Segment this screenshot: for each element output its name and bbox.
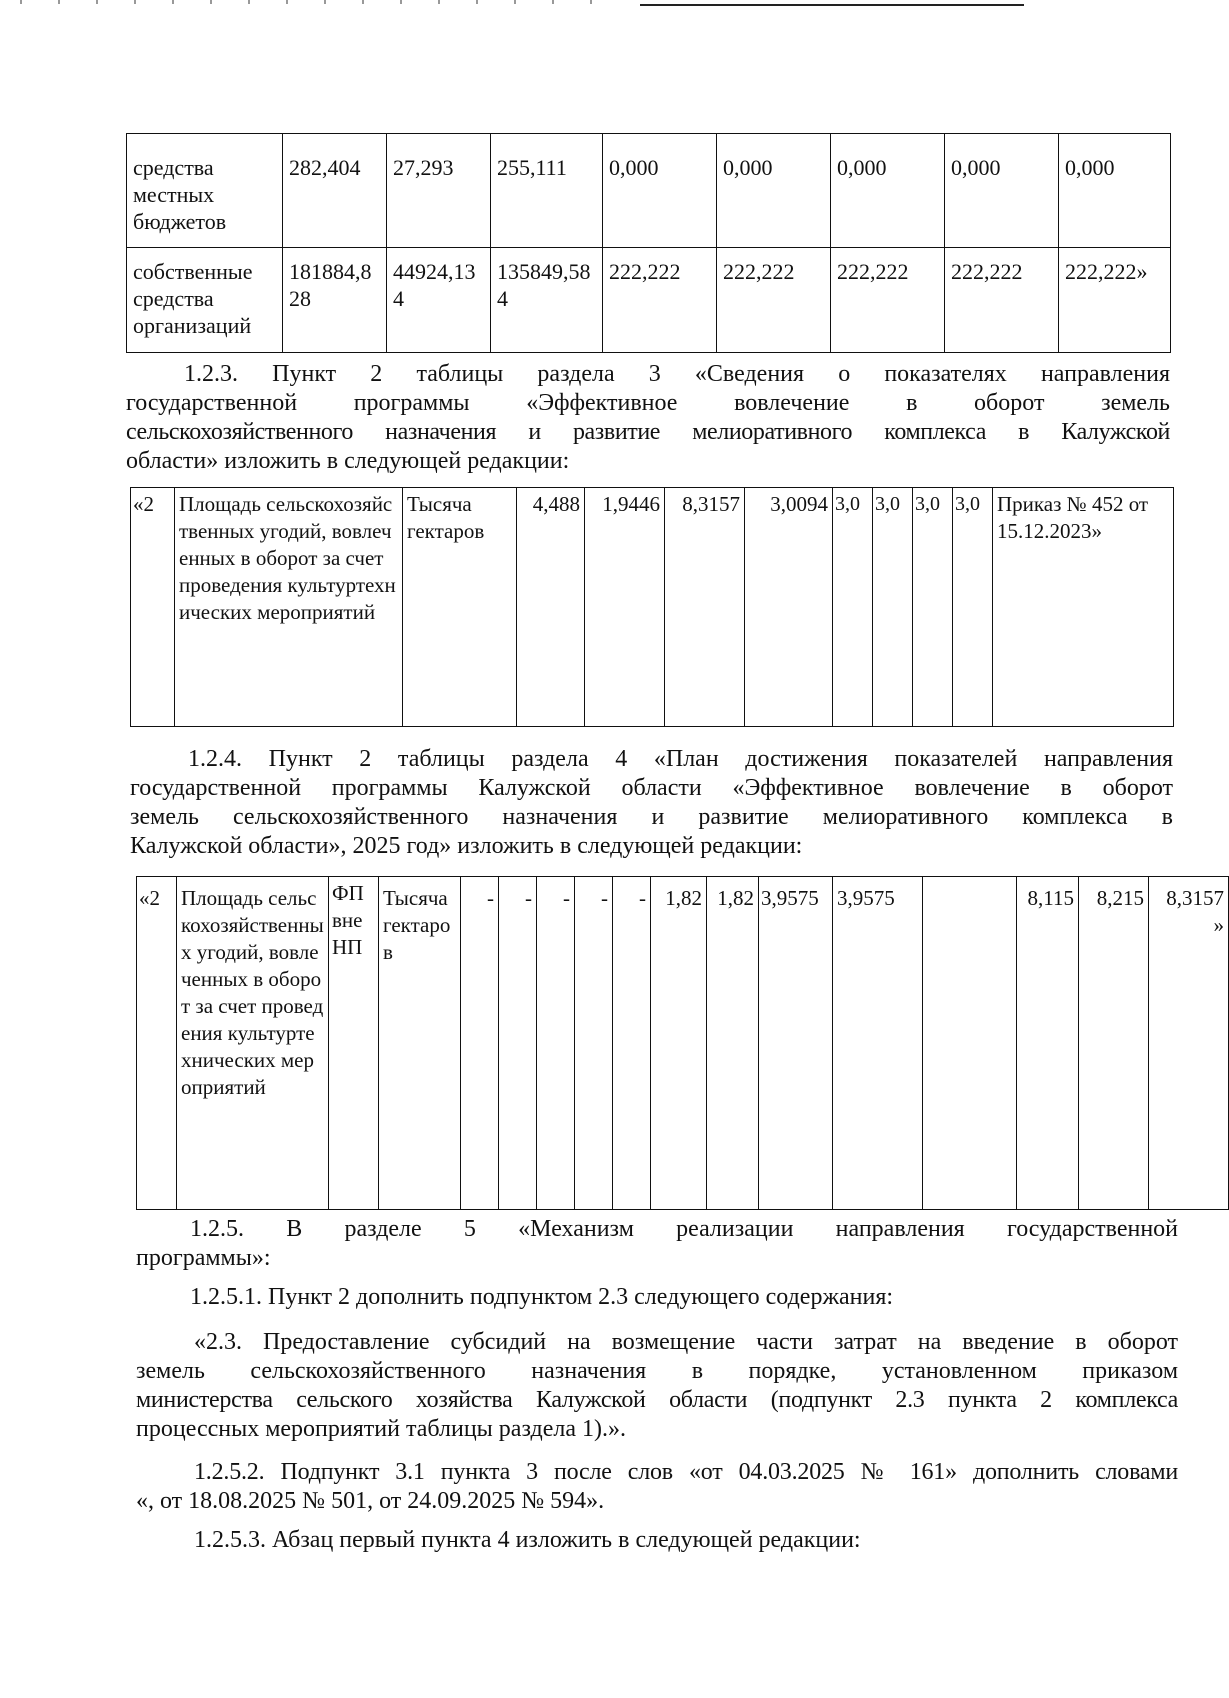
table-row (137, 877, 1229, 1210)
table-row (127, 134, 1171, 248)
table-cell: 0,000 (1059, 134, 1171, 248)
text-line: 1.2.5. В разделе 5 «Механизм реализации направления государственной (190, 1216, 1178, 1242)
table-cell: 222,222 (945, 248, 1059, 353)
text-line: 1.2.5.1. Пункт 2 дополнить подпунктом 2.3 следующего содержания: (190, 1284, 894, 1310)
table-cell: 3,0094 (745, 488, 833, 727)
table-cell: 135849,584 (491, 248, 603, 353)
row-label: собственные средства организаций (127, 248, 283, 353)
text-line: сельскохозяйственного назначения и развитие мелиоративного комплекса в Калужской (126, 419, 1170, 445)
table-cell: - (499, 877, 537, 1210)
text-line: государственной программы Калужской области «Эффективное вовлечение в оборот (130, 775, 1173, 801)
row-number: «2 (131, 488, 175, 727)
table-cell: 222,222 (831, 248, 945, 353)
text-line: министерства сельского хозяйства Калужской области (подпункт 2.3 пункта 2 комплекса (136, 1387, 1178, 1413)
table-cell: 181884,828 (283, 248, 387, 353)
table-cell: 1,82 (651, 877, 707, 1210)
table-cell: 0,000 (717, 134, 831, 248)
text-line: 1.2.5.2. Подпункт 3.1 пункта 3 после слов «от 04.03.2025 № 161» дополнить словами (194, 1459, 1178, 1485)
table-cell: 3,0 (833, 488, 873, 727)
paragraph-1-2-5 (136, 1215, 1178, 1273)
text-line: 1.2.4. Пункт 2 таблицы раздела 4 «План достижения показателей направления (188, 746, 1173, 772)
table-cell: 3,9575 (833, 877, 923, 1210)
text-line: области» изложить в следующей редакции: (126, 448, 570, 474)
indicator-table (130, 487, 1174, 727)
table-cell: 3,0 (873, 488, 913, 727)
table-cell: 8,3157 (665, 488, 745, 727)
row-number: «2 (137, 877, 177, 1210)
table-cell: 222,222 (603, 248, 717, 353)
table-cell: 8,115 (1017, 877, 1079, 1210)
table-cell: - (537, 877, 575, 1210)
table-cell: 222,222 (717, 248, 831, 353)
text-line: процессных мероприятий таблицы раздела 1).». (136, 1416, 626, 1442)
plan-table (136, 876, 1229, 1210)
scan-artifact-dots (20, 0, 620, 4)
text-line: Калужской области», 2025 год» изложить в следующей редакции: (130, 833, 803, 859)
table-cell: 4,488 (517, 488, 585, 727)
row-label: средства местных бюджетов (127, 134, 283, 248)
table-cell: 0,000 (831, 134, 945, 248)
paragraph-1-2-5-1 (190, 1283, 1178, 1312)
table-cell: 3,0 (953, 488, 993, 727)
table-cell: 1,9446 (585, 488, 665, 727)
financing-table (126, 133, 1171, 353)
table-cell: 0,000 (603, 134, 717, 248)
table-cell: 255,111 (491, 134, 603, 248)
table-row (131, 488, 1174, 727)
table-cell: 3,9575 (759, 877, 833, 1210)
table-cell (923, 877, 1017, 1210)
table-cell: - (575, 877, 613, 1210)
table-cell: 27,293 (387, 134, 491, 248)
table-cell: - (461, 877, 499, 1210)
text-line: государственной программы «Эффективное вовлечение в оборот земель (126, 390, 1170, 416)
paragraph-1-2-3 (126, 360, 1170, 476)
unit-cell: Тысяча гектаров (403, 488, 517, 727)
paragraph-1-2-5-3 (194, 1526, 1178, 1555)
indicator-name: Площадь сельскохозяйственных угодий, вовлеченных в оборот за счет проведения культуртехнических мероприятий (175, 488, 403, 727)
unit-cell: Тысяча гектаров (379, 877, 461, 1210)
document-cell: Приказ № 452 от 15.12.2023» (993, 488, 1174, 727)
paragraph-2-3 (136, 1328, 1178, 1444)
text-line: программы»: (136, 1245, 271, 1271)
table-row (127, 248, 1171, 353)
text-line: «, от 18.08.2025 № 501, от 24.09.2025 № 594». (136, 1488, 605, 1514)
table-cell: 44924,134 (387, 248, 491, 353)
text-line: 1.2.5.3. Абзац первый пункта 4 изложить в следующей редакции: (194, 1527, 861, 1553)
level-cell: ФП вне НП (329, 877, 379, 1210)
table-cell: - (613, 877, 651, 1210)
table-cell: 222,222» (1059, 248, 1171, 353)
text-line: «2.3. Предоставление субсидий на возмещение части затрат на введение в оборот (194, 1329, 1178, 1355)
text-line: земель сельскохозяйственного назначения и развитие мелиоративного комплекса в (130, 804, 1173, 830)
table-cell: 8,3157 » (1149, 877, 1229, 1210)
indicator-name: Площадь сельскохозяйственных угодий, вовлеченных в оборот за счет проведения культуртехнических мероприятий (177, 877, 329, 1210)
table-cell: 0,000 (945, 134, 1059, 248)
table-cell: 3,0 (913, 488, 953, 727)
text-line: земель сельскохозяйственного назначения в порядке, установленном приказом (136, 1358, 1178, 1384)
paragraph-1-2-5-2 (136, 1458, 1178, 1516)
scan-artifact-line (640, 4, 1024, 6)
text-line: 1.2.3. Пункт 2 таблицы раздела 3 «Сведения о показателях направления (184, 361, 1170, 387)
table-cell: 282,404 (283, 134, 387, 248)
paragraph-1-2-4 (130, 745, 1173, 861)
table-cell: 8,215 (1079, 877, 1149, 1210)
table-cell: 1,82 (707, 877, 759, 1210)
